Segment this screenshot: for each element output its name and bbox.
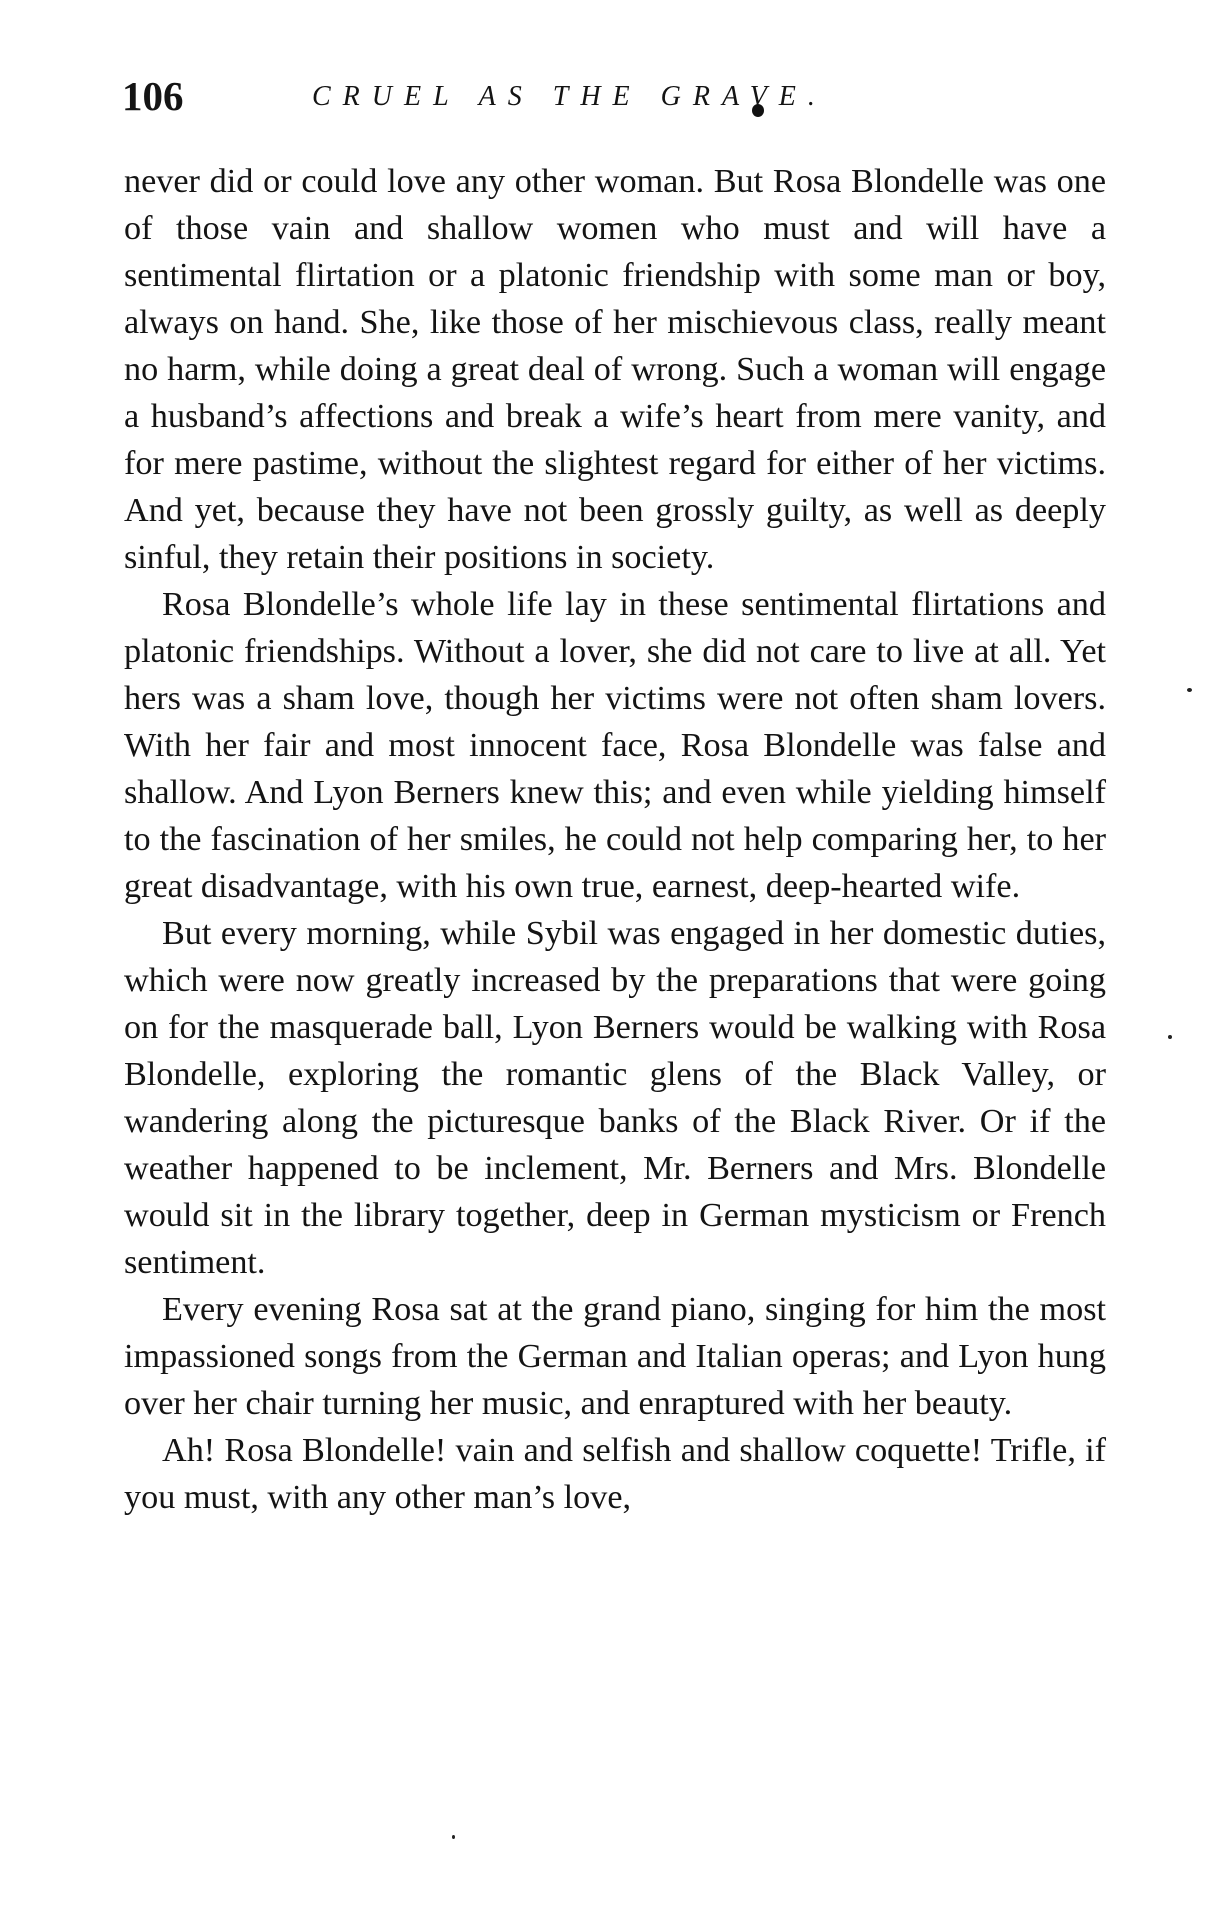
body-text xyxy=(124,158,1106,1521)
paragraph-2: Rosa Blondelle’s whole life lay in these sentimental flirtations and platonic friendships. Without a lover, she did not care to live at all. Yet hers was a sham love, though her victims were not often sham lovers. With her fair and most innocent face, Rosa Blondelle was false and shallow. And Lyon Berners knew this; and even while yielding himself to the fascination of her smiles, he could not help comparing her, to her great disadvantage, with his own true, earnest, deep-hearted wife. xyxy=(124,586,1106,905)
paragraph-5: Ah! Rosa Blondelle! vain and selfish and shallow coquette! Trifle, if you must, with any other man’s love, xyxy=(124,1432,1106,1516)
stray-ink-mark xyxy=(452,1835,455,1839)
page-number: 106 xyxy=(122,73,184,119)
paragraph-4: Every evening Rosa sat at the grand piano, singing for him the most impassioned songs from the German and Italian operas; and Lyon hung over her chair turning her music, and enraptured with her beauty. xyxy=(124,1291,1106,1422)
paragraph-1: never did or could love any other woman. But Rosa Blondelle was one of those vain and shallow women who must and will have a sentimental flirtation or a platonic friendship with some man or boy, always on hand. She, like those of her mischievous class, really meant no harm, while doing a great deal of wrong. Such a woman will engage a husband’s affections and break a wife’s heart from mere vanity, and for mere pastime, without the slightest regard for either of her victims. And yet, because they have not been grossly guilty, as well as deeply sinful, they retain their positions in society. xyxy=(124,163,1106,576)
page-header xyxy=(122,66,1112,126)
running-title: CRUEL AS THE GRAVE. xyxy=(312,81,827,112)
stray-ink-mark xyxy=(1168,1035,1172,1039)
paragraph-3: But every morning, while Sybil was engaged in her domestic duties, which were now greatly increased by the preparations that were going on for the masquerade ball, Lyon Berners would be walking with Rosa Blondelle, exploring the romantic glens of the Black Valley, or wandering along the picturesque banks of the Black River. Or if the weather happened to be inclement, Mr. Berners and Mrs. Blondelle would sit in the library together, deep in German mysticism or French sentiment. xyxy=(124,915,1106,1281)
stray-ink-mark xyxy=(1187,688,1192,692)
